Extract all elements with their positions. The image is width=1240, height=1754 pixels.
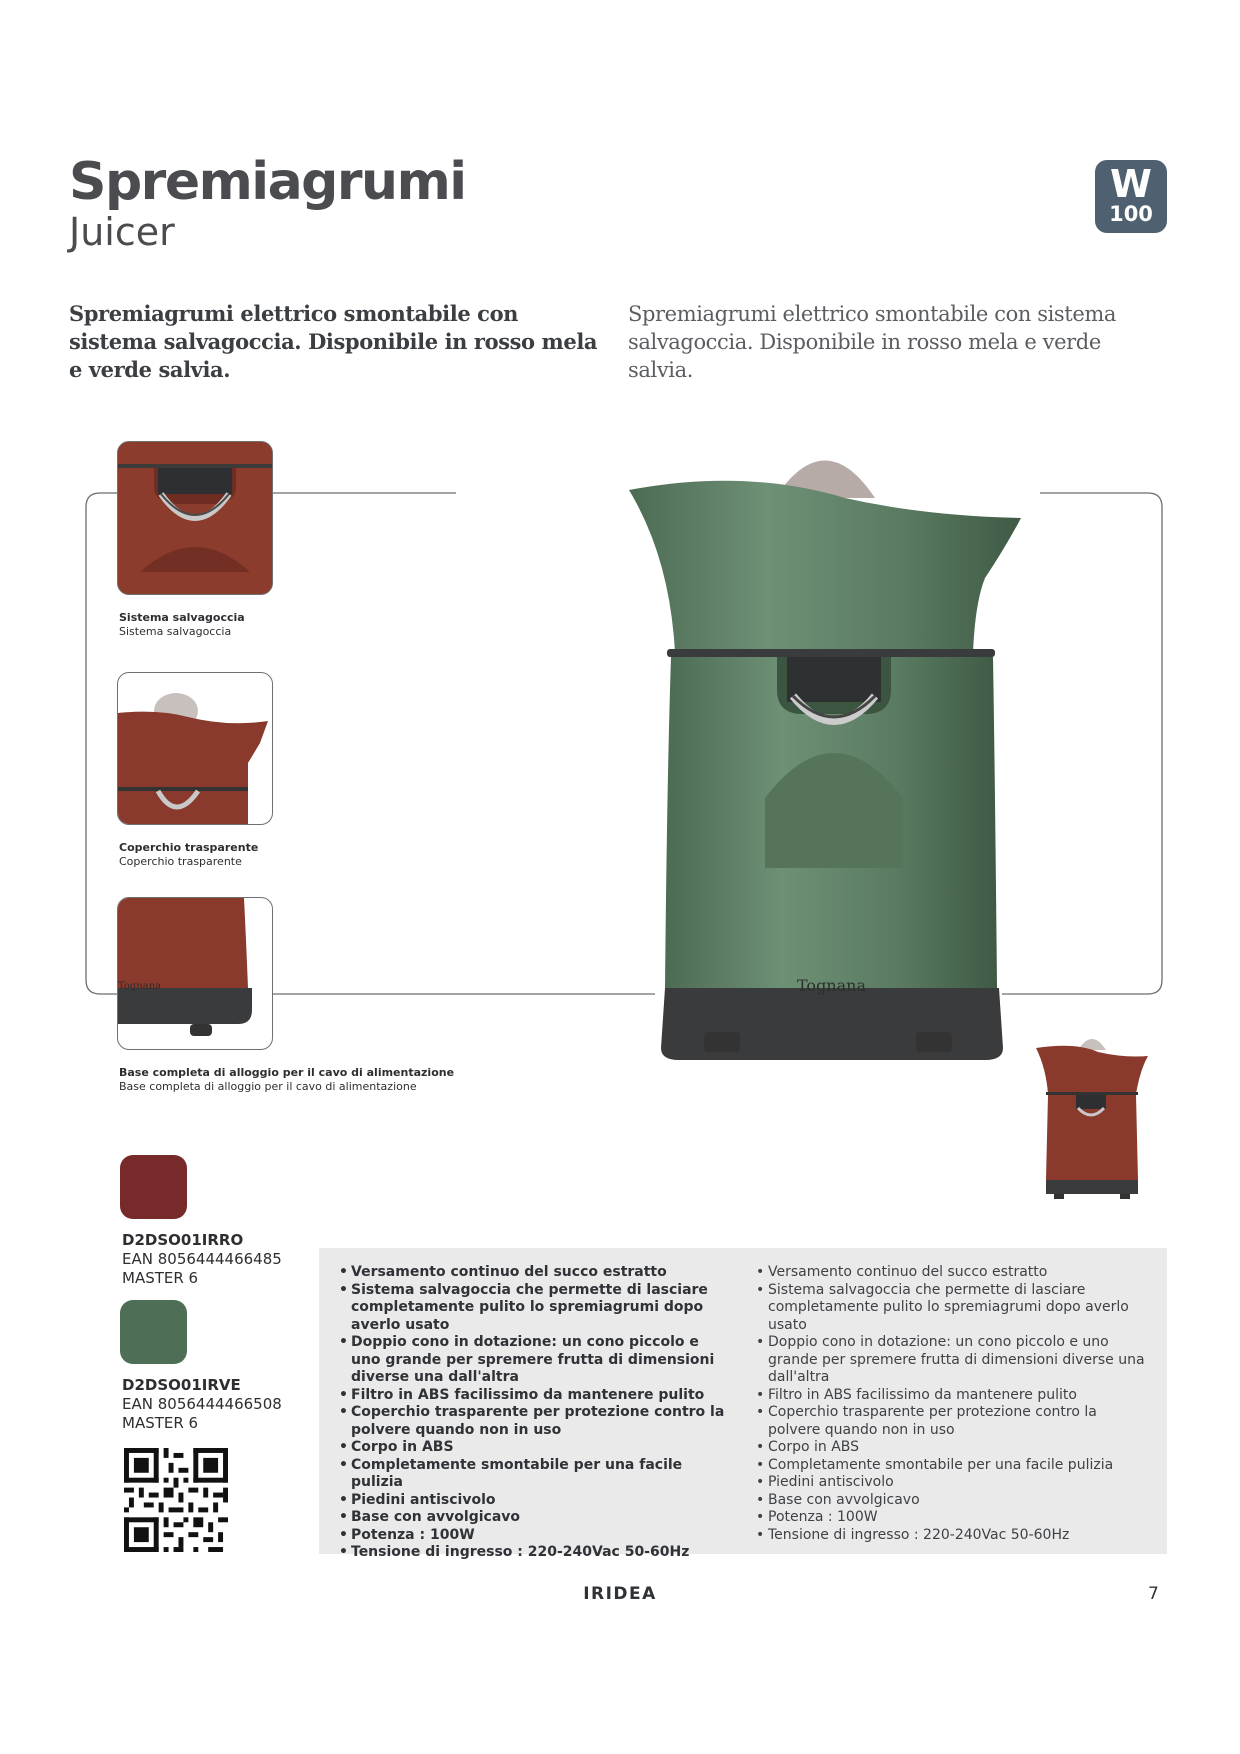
badge-number: 100 — [1109, 202, 1153, 226]
detail-caption-drip-stop — [119, 611, 245, 639]
feature-item: • Tensione di ingresso : 220-240Vac 50-60Hz — [756, 1527, 1146, 1545]
product-image-red — [1036, 1030, 1150, 1202]
product-foot — [916, 1032, 952, 1052]
variant-code: D2DSO01IRVE — [122, 1376, 241, 1394]
feature-item: • Doppio cono in dotazione: un cono piccolo e uno grande per spremere frutta di dimensioni diverse una dall'altra — [756, 1334, 1146, 1387]
feature-item: • Filtro in ABS facilissimo da mantenere pulito — [339, 1387, 729, 1405]
detail-caption-regular: Sistema salvagoccia — [119, 625, 232, 638]
feature-item: • Corpo in ABS — [339, 1439, 729, 1457]
feature-item: • Sistema salvagoccia che permette di lasciare completamente pulito lo spremiagrumi dopo averlo usato — [339, 1282, 729, 1335]
color-swatch-red — [120, 1155, 187, 1219]
detail-caption-bold: Base completa di alloggio per il cavo di alimentazione — [119, 1066, 455, 1079]
detail-image-drip-stop — [117, 441, 273, 595]
variant-ean: EAN 8056444466485 — [122, 1250, 282, 1268]
feature-item: • Tensione di ingresso : 220-240Vac 50-60Hz — [339, 1544, 729, 1562]
color-swatch-green — [120, 1300, 187, 1364]
product-image-green — [625, 428, 1025, 1060]
detail-caption-base — [119, 1066, 454, 1094]
features-panel — [319, 1248, 1167, 1560]
feature-item: • Potenza : 100W — [339, 1527, 729, 1545]
features-list-bold — [339, 1264, 729, 1562]
feature-item: • Versamento continuo del succo estratto — [756, 1264, 1146, 1282]
badge-letter: W — [1110, 162, 1152, 206]
feature-item: • Piedini antiscivolo — [339, 1492, 729, 1510]
detail-caption-regular: Coperchio trasparente — [119, 855, 242, 868]
feature-item: • Corpo in ABS — [756, 1439, 1146, 1457]
feature-item: • Doppio cono in dotazione: un cono piccolo e uno grande per spremere frutta di dimensioni diverse una dall'altra — [339, 1334, 729, 1387]
variant-info-red — [122, 1231, 282, 1288]
variant-master: MASTER 6 — [122, 1269, 199, 1287]
detail-brand-text: Tognana — [118, 981, 162, 992]
detail-caption-bold: Sistema salvagoccia — [119, 611, 245, 624]
variant-code: D2DSO01IRRO — [122, 1231, 244, 1249]
feature-item: • Completamente smontabile per una facile pulizia — [339, 1457, 729, 1492]
page-title: Spremiagrumi — [69, 152, 466, 212]
variant-master: MASTER 6 — [122, 1414, 199, 1432]
feature-item: • Sistema salvagoccia che permette di lasciare completamente pulito lo spremiagrumi dopo averlo usato — [756, 1282, 1146, 1335]
feature-item: • Completamente smontabile per una facile pulizia — [756, 1457, 1146, 1475]
product-foot — [704, 1032, 740, 1052]
footer-brand: IRIDEA — [583, 1584, 657, 1604]
feature-item: • Coperchio trasparente per protezione contro la polvere quando non in uso — [756, 1404, 1146, 1439]
feature-item: • Base con avvolgicavo — [756, 1492, 1146, 1510]
detail-caption-regular: Base completa di alloggio per il cavo di alimentazione — [119, 1080, 417, 1093]
intro-text-regular: Spremiagrumi elettrico smontabile con sistema salvagoccia. Disponibile in rosso mela e verde salvia. — [628, 302, 1117, 382]
qr-code — [124, 1448, 228, 1552]
detail-caption-lid — [119, 841, 258, 869]
features-list-regular — [756, 1264, 1146, 1544]
variant-ean: EAN 8056444466508 — [122, 1395, 282, 1413]
feature-item: • Piedini antiscivolo — [756, 1474, 1146, 1492]
feature-item: • Coperchio trasparente per protezione contro la polvere quando non in uso — [339, 1404, 729, 1439]
feature-item: • Potenza : 100W — [756, 1509, 1146, 1527]
detail-image-lid — [117, 672, 273, 825]
page-subtitle: Juicer — [69, 210, 175, 254]
intro-text-bold: Spremiagrumi elettrico smontabile con sistema salvagoccia. Disponibile in rosso mela e verde salvia. — [69, 301, 598, 382]
detail-caption-bold: Coperchio trasparente — [119, 841, 259, 854]
page-number: 7 — [1148, 1584, 1159, 1604]
feature-item: • Filtro in ABS facilissimo da mantenere pulito — [756, 1387, 1146, 1405]
feature-item: • Base con avvolgicavo — [339, 1509, 729, 1527]
variant-info-green — [122, 1376, 282, 1433]
detail-image-base — [117, 897, 273, 1050]
feature-item: • Versamento continuo del succo estratto — [339, 1264, 729, 1282]
product-brand-text: Tognana — [797, 976, 866, 995]
